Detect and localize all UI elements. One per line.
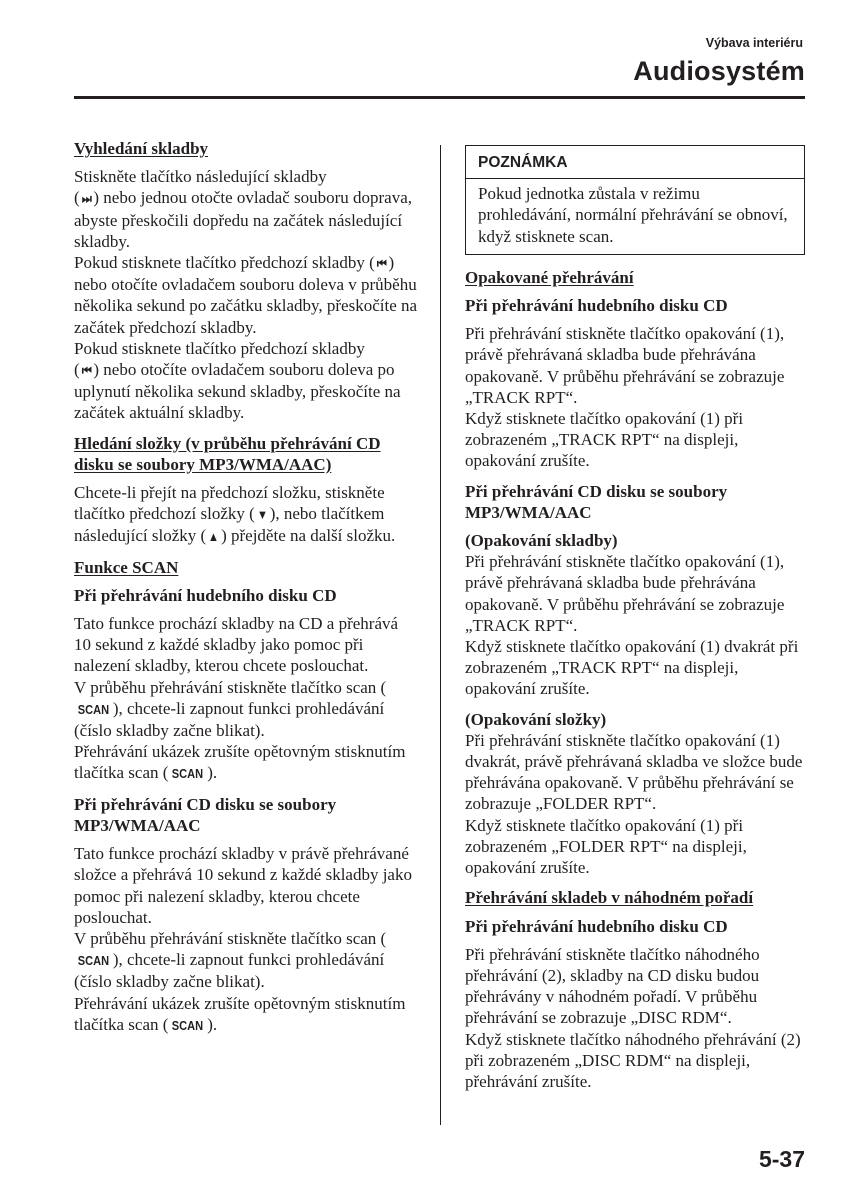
subheading: Při přehrávání hudebního disku CD <box>465 296 728 316</box>
note-box <box>465 145 805 255</box>
subheading: Při přehrávání hudebního disku CD <box>465 916 728 936</box>
paragraph: Tato funkce prochází skladby v právě přehrávané složce a přehrává 10 sekund z každé skladby jako pomoc při nalezení skladby, kterou chcete poslouchat. <box>74 844 412 927</box>
subheading: Při přehrávání hudebního disku CD <box>74 585 337 605</box>
paragraph: Přehrávání ukázek zrušíte opětovným stisknutím tlačítka scan ( SCAN ). <box>74 993 419 1036</box>
header-rule <box>74 96 805 99</box>
section-title-random: Přehrávání skladeb v náhodném pořadí <box>465 888 754 908</box>
note-title: POZNÁMKA <box>466 146 804 179</box>
subheading: (Opakování složky) <box>465 709 607 729</box>
section-title-scan: Funkce SCAN <box>74 557 179 577</box>
paragraph: Pokud stisknete tlačítko předchozí skladby ( ⏮ ) nebo otočíte ovladačem souboru doleva v průběhu několika sekund po začátku skladby, přeskočíte na začátek předchozí skladby. <box>74 253 418 337</box>
section-label: Výbava interiéru <box>705 36 803 50</box>
section-title-track-search: Vyhledání skladby <box>74 139 209 158</box>
previous-track-icon: ⏮ <box>376 256 387 272</box>
section-title-repeat: Opakované přehrávání <box>465 267 634 287</box>
paragraph: Tato funkce prochází skladby na CD a přehrává 10 sekund z každé skladby jako pomoc při nalezení skladby, kterou chcete poslouchat. <box>74 614 399 676</box>
paragraph: Přehrávání ukázek zrušíte opětovným stisknutím tlačítka scan ( SCAN ). <box>74 741 419 784</box>
subheading: (Opakování skladby) <box>465 531 618 551</box>
previous-track-icon: ⏮ <box>81 363 92 379</box>
paragraph: Při přehrávání stiskněte tlačítko náhodného přehrávání (2), skladby na CD disku budou přehrávány v náhodném pořadí. V průběhu přehrávání se zobrazuje „DISC RDM“. <box>465 944 760 1028</box>
subheading: Při přehrávání CD disku se soubory MP3/WMA/AAC <box>465 481 728 522</box>
paragraph: V průběhu přehrávání stiskněte tlačítko scan (SCAN ), chcete-li zapnout funkci prohledávání (číslo skladby začne blikat). <box>74 677 387 741</box>
paragraph: Když stisknete tlačítko opakování (1) dvakrát při zobrazeném „TRACK RPT“ na displeji, opakování zrušíte. <box>465 637 799 699</box>
page-title: Audiosystém <box>633 56 805 86</box>
section-title-folder-search: Hledání složky (v průběhu přehrávání CD disku se soubory MP3/WMA/AAC) <box>74 433 381 474</box>
paragraph: Když stisknete tlačítko opakování (1) při zobrazeném „TRACK RPT“ na displeji, opakování zrušíte. <box>465 409 744 471</box>
paragraph: Při přehrávání stiskněte tlačítko opakování (1), právě přehrávaná skladba bude přehrávána opakovaně. V průběhu přehrávání se zobrazuje „TRACK RPT“. <box>465 324 785 407</box>
paragraph: Chcete-li přejít na předchozí složku, stiskněte tlačítko předchozí složky ( ▼ ), nebo tlačítkem následující složky ( ▲ ) přejděte na další složku. <box>74 482 419 548</box>
paragraph: V průběhu přehrávání stiskněte tlačítko scan (SCAN ), chcete-li zapnout funkci prohledávání (číslo skladby začne blikat). <box>74 928 387 992</box>
paragraph: Při přehrávání stiskněte tlačítko opakování (1) dvakrát, právě přehrávaná skladba ve složce bude přehrávána opakovaně. V průběhu přehrávání se zobrazuje „FOLDER RPT“. <box>465 730 803 814</box>
scan-button-icon: SCAN <box>77 953 110 969</box>
subheading: Při přehrávání CD disku se soubory MP3/WMA/AAC <box>74 794 337 835</box>
right-column <box>465 138 805 1092</box>
scan-button-icon: SCAN <box>172 1017 204 1033</box>
paragraph: Když stisknete tlačítko náhodného přehrávání (2) při zobrazeném „DISC RDM“ na displeji, přehrávání zrušíte. <box>465 1029 801 1091</box>
paragraph: Stiskněte tlačítko následující skladby ( ⏭ ) nebo jednou otočte ovladač souboru doprava, abyste přeskočili dopředu na začátek následující skladby. <box>74 167 413 251</box>
next-track-icon: ⏭ <box>81 191 92 207</box>
column-divider <box>440 145 441 1125</box>
note-body: Pokud jednotka zůstala v režimu prohledávání, normální přehrávání se obnoví, když stisknete scan. <box>478 184 788 246</box>
paragraph: Když stisknete tlačítko opakování (1) při zobrazeném „FOLDER RPT“ na displeji, opakování zrušíte. <box>465 815 747 878</box>
page-number: 5-37 <box>758 1146 805 1172</box>
folder-up-icon: ▲ <box>208 529 220 545</box>
paragraph: Pokud stisknete tlačítko předchozí skladby ( ⏮ ) nebo otočíte ovladačem souboru doleva po uplynutí několika sekund skladby, přeskočíte na začátek aktuální skladby. <box>74 338 401 423</box>
left-column <box>74 138 419 1036</box>
folder-down-icon: ▼ <box>256 507 268 523</box>
scan-button-icon: SCAN <box>172 766 204 782</box>
paragraph: Při přehrávání stiskněte tlačítko opakování (1), právě přehrávaná skladba bude přehrávána opakovaně. V průběhu přehrávání se zobrazuje „TRACK RPT“. <box>465 552 785 635</box>
scan-button-icon: SCAN <box>77 701 110 717</box>
